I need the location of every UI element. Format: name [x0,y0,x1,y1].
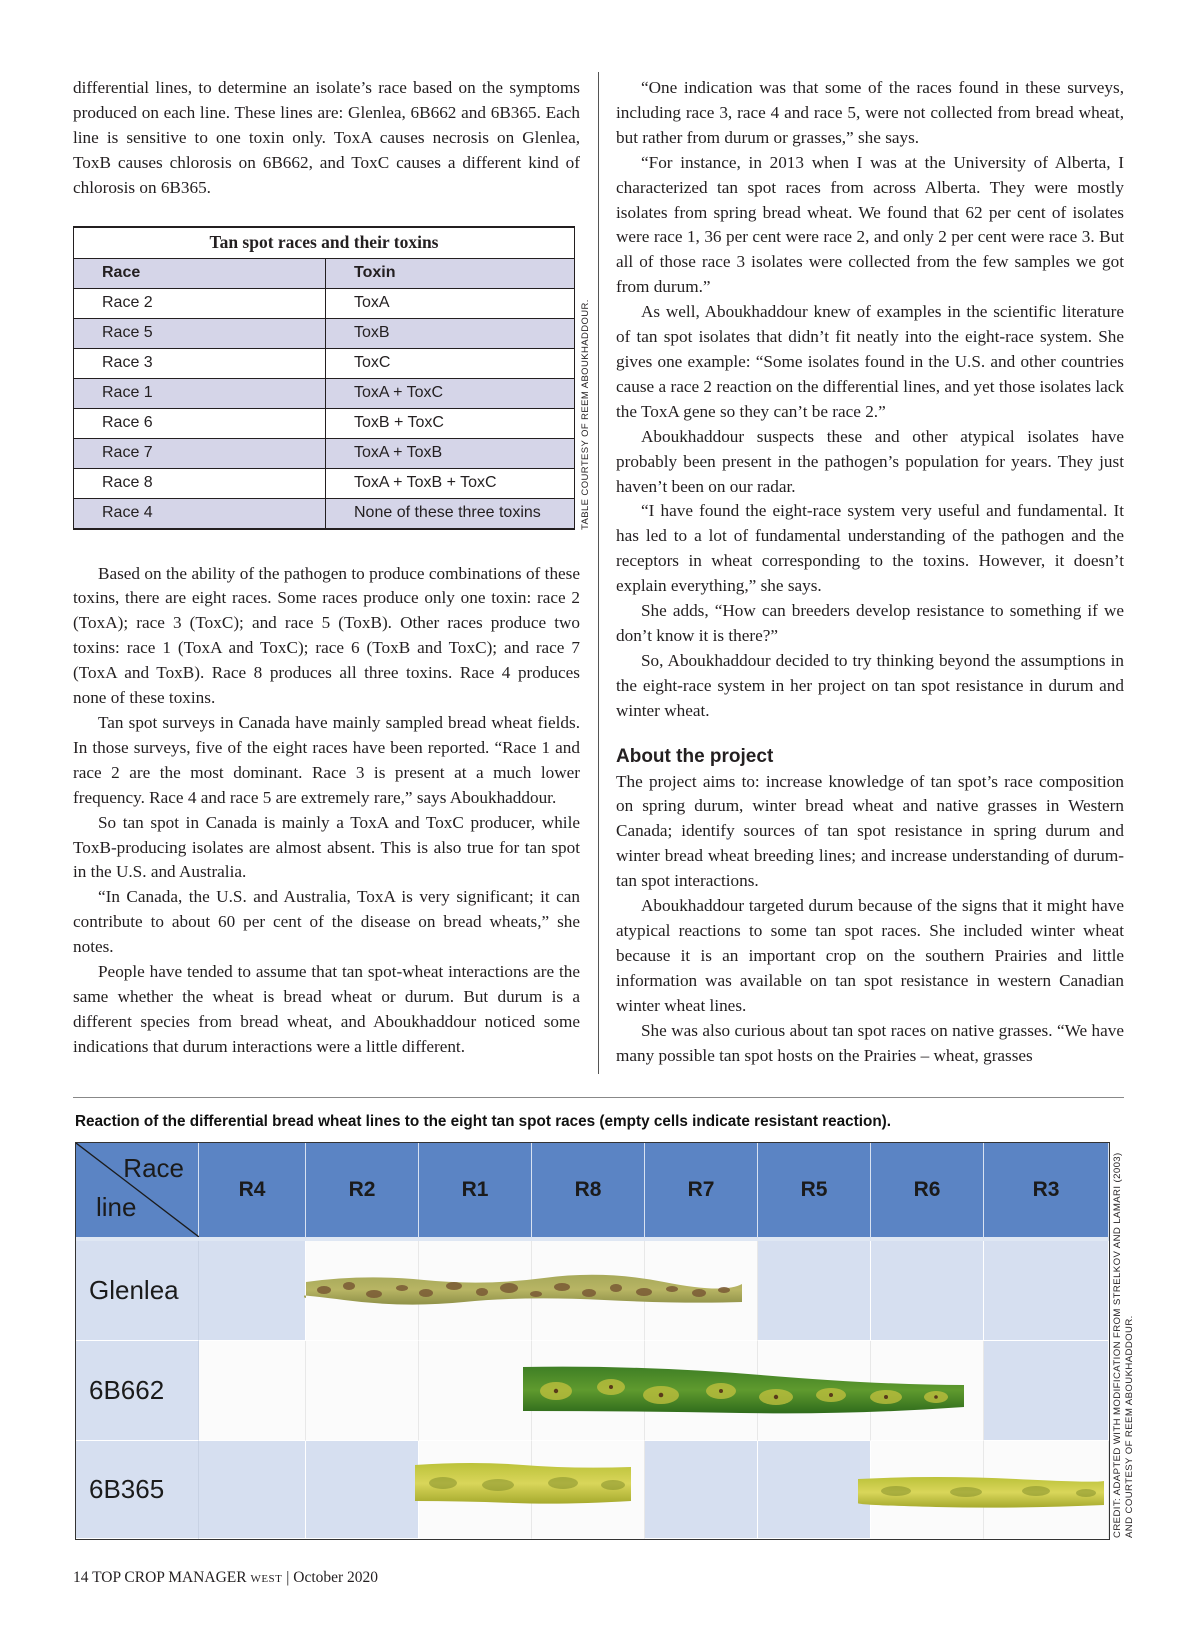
table-row [74,379,575,409]
figure-corner-cell [76,1143,199,1241]
resistant-cell [306,1341,419,1441]
race-cell: Race 8 [74,469,326,499]
body-paragraph: The project aims to: increase knowledge of tan spot’s race composition on spring durum, winter bread wheat and native grasses in Western Canada; identify sources of tan spot resistance in spring durum and winter bread wheat breeding lines; and increase understanding of durum-tan spot interactions. [616,771,1124,891]
body-paragraph: As well, Aboukhaddour knew of examples in the scientific literature of tan spot isolates that didn’t fit neatly into the eight-race system. She gives one example: “Some isolates found in the U.S. and other countries cause a race 2 reaction on the differential lines, and yet those isolates lack the ToxA gene so they can’t be race 2.” [616,302,1124,421]
toxin-cell: ToxA [326,289,575,319]
body-paragraph: She was also curious about tan spot races on native grasses. “We have many possible tan spot hosts on the Prairies – wheat, grasses [616,1020,1124,1065]
figure-credit-line: AND COURTESY OF REEM ABOUKHADDOUR. [1124,1315,1135,1538]
body-paragraph: So, Aboukhaddour decided to try thinking beyond the assumptions in the eight-race system in her project on tan spot resistance in durum and winter wheat. [616,650,1124,720]
toxin-cell: ToxB + ToxC [326,409,575,439]
body-paragraph: Based on the ability of the pathogen to produce combinations of these toxins, there are eight races. Some races produce only one toxin: race 2 (ToxA); race 3 (ToxC); and race 5 (ToxB). Other races produce two toxins: race 1 (ToxA and ToxC); race 6 (ToxB and ToxC); and race 7 (ToxA and ToxB). Race 8 produces all three toxins. Race 4 produces none of these toxins. [73,563,580,708]
figure-credit [1112,1108,1136,1538]
race-cell: Race 4 [74,499,326,529]
page-number: 14 [73,1569,89,1586]
race-header: R3 [984,1143,1109,1241]
race-header: R5 [758,1143,871,1241]
6b662-leaf-image [521,1357,966,1427]
line-label: Glenlea [76,1241,199,1341]
body-paragraph: Tan spot surveys in Canada have mainly sampled bread wheat fields. In those surveys, five of the eight races have been reported. “Race 1 and race 2 are the most dominant. Race 3 is present at a much lower frequency. Race 4 and race 5 are extremely rare,” says Aboukhaddour. [73,712,580,807]
corner-line-label: line [96,1192,137,1222]
right-column [616,76,1124,1068]
6b365-leaf-image [856,1467,1106,1515]
issue-date: October 2020 [293,1569,379,1586]
toxin-cell: ToxA + ToxC [326,379,575,409]
toxin-cell: ToxA + ToxB [326,439,575,469]
table-header-race: Race [74,259,326,289]
race-cell: Race 3 [74,349,326,379]
reaction-figure [75,1142,1110,1540]
figure-credit-line: CREDIT: ADAPTED WITH MODIFICATION FROM STRELKOV AND LAMARI (2003) [1112,1152,1123,1538]
table-row [74,409,575,439]
line-label: 6B662 [76,1341,199,1441]
body-paragraph: “In Canada, the U.S. and Australia, ToxA is very significant; it can contribute to about 60 per cent of the disease on bread wheats,” she notes. [73,887,580,957]
section-heading: About the project [616,745,774,767]
body-paragraph: People have tended to assume that tan spot-wheat interactions are the same whether the wheat is bread wheat or durum. But durum is a different species from bread wheat, and Aboukhaddour noticed some indications that durum interactions were a little different. [73,962,580,1056]
body-paragraph: She adds, “How can breeders develop resistance to something if we don’t know it is there?” [616,601,1124,645]
6b365-leaf-image [413,1455,633,1509]
line-label: 6B365 [76,1441,199,1539]
page-footer [73,1569,378,1587]
table-header-toxin: Toxin [326,259,575,289]
table-row [74,499,575,529]
race-cell: Race 7 [74,439,326,469]
race-header: R7 [645,1143,758,1241]
table-credit: TABLE COURTESY OF REEM ABOUKHADDOUR. [580,299,591,530]
body-paragraph: Aboukhaddour suspects these and other atypical isolates have probably been present in the pathogen’s population for years. They just haven’t been on our radar. [616,426,1124,496]
table-row [74,289,575,319]
resistant-cell [645,1441,758,1539]
race-header: R4 [199,1143,306,1241]
figure-caption: Reaction of the differential bread wheat lines to the eight tan spot races (empty cells indicate resistant reaction). [75,1113,892,1130]
body-paragraph: Aboukhaddour targeted durum because of the signs that it might have atypical reactions to some tan spot races. She included winter wheat because it is an important crop on the southern Prairies and little information was available on tan spot resistance in western Canadian winter wheat lines. [616,896,1124,1015]
toxin-cell: None of these three toxins [326,499,575,529]
table-row [74,439,575,469]
table-row [74,319,575,349]
table-title: Tan spot races and their toxins [74,227,575,259]
resistant-cell [419,1341,532,1441]
race-header: R1 [419,1143,532,1241]
resistant-cell [984,1341,1109,1441]
resistant-cell [199,1441,306,1539]
body-paragraph: So tan spot in Canada is mainly a ToxA and ToxC producer, while ToxB-producing isolates are almost absent. This is also true for tan spot in the U.S. and Australia. [73,812,580,882]
footer-separator: | [286,1569,290,1586]
body-paragraph: “I have found the eight-race system very useful and fundamental. It has led to a lot of fundamental understanding of the pathogen and the receptors in wheat corresponding to the toxins. However, it doesn’t explain everything,” she says. [616,501,1124,596]
race-header: R2 [306,1143,419,1241]
body-paragraph: “For instance, in 2013 when I was at the University of Alberta, I characterized tan spot races from across Alberta. They were mostly isolates from spring bread wheat. We found that 62 per cent of isolates were race 1, 36 per cent were race 2, and only 2 per cent were race 3. But all of those race 3 isolates were collected from the few samples we got from durum.” [616,152,1124,297]
race-cell: Race 2 [74,289,326,319]
glenlea-leaf-image [304,1260,744,1318]
resistant-cell [199,1241,306,1341]
column-divider [598,72,599,1074]
corner-race-label: Race [123,1153,184,1183]
resistant-cell [758,1441,871,1539]
magazine-name: TOP CROP MANAGER [92,1569,247,1586]
toxin-cell: ToxB [326,319,575,349]
resistant-cell [984,1241,1109,1341]
table-row [74,349,575,379]
race-cell: Race 6 [74,409,326,439]
table-row [74,469,575,499]
figure-divider [73,1097,1124,1098]
toxin-cell: ToxC [326,349,575,379]
race-cell: Race 1 [74,379,326,409]
resistant-cell [306,1441,419,1539]
race-header: R6 [871,1143,984,1241]
resistant-cell [199,1341,306,1441]
body-paragraph: differential lines, to determine an isolate’s race based on the symptoms produced on each line. These lines are: Glenlea, 6B662 and 6B365. Each line is sensitive to one toxin only. ToxA causes necrosis on Glenlea, ToxB causes chlorosis on 6B662, and ToxC causes a different kind of chlorosis on 6B365. [73,78,580,197]
body-paragraph: “One indication was that some of the races found in these surveys, including race 3, race 4 and race 5, were not collected from bread wheat, but rather from durum or grasses,” she says. [616,78,1124,147]
race-cell: Race 5 [74,319,326,349]
toxin-cell: ToxA + ToxB + ToxC [326,469,575,499]
resistant-cell [758,1241,871,1341]
edition-label: WEST [250,1573,283,1585]
toxin-table [73,226,575,530]
race-header: R8 [532,1143,645,1241]
left-column [73,76,580,1060]
resistant-cell [871,1241,984,1341]
